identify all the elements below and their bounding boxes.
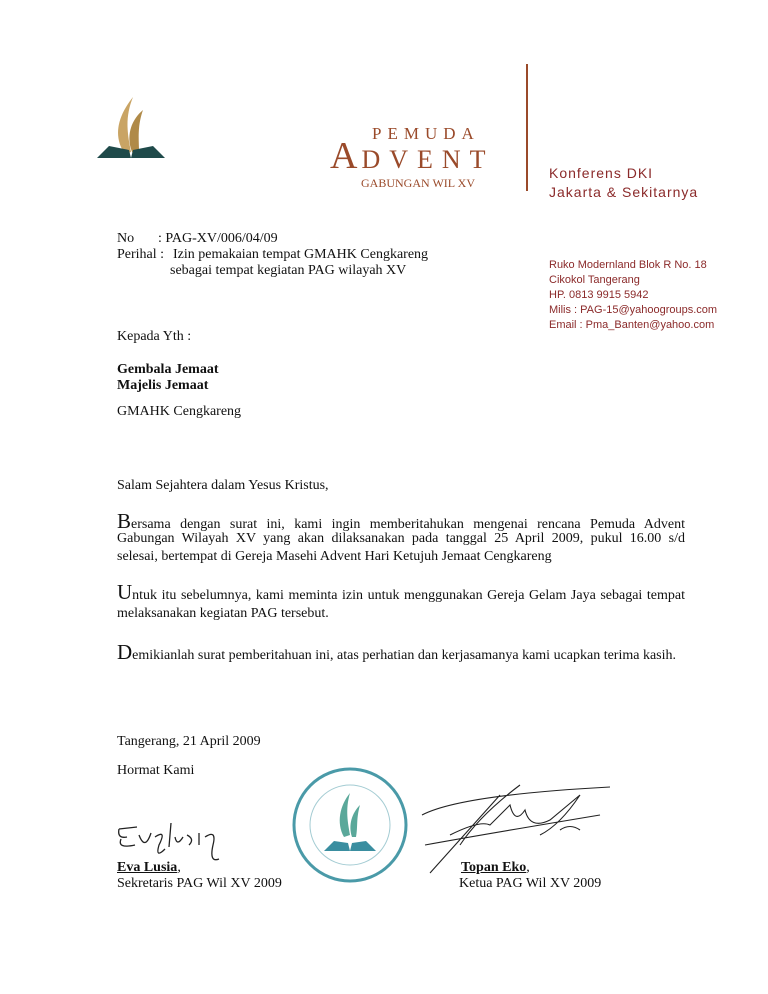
paragraph-1 [117,509,685,565]
org-initial: A [330,135,358,177]
paragraph-line: ersama dengan surat ini, kami ingin memberitahukan mengenai rencana Pemuda Advent [131,517,685,532]
paragraph-line: ntuk itu sebelumnya, kami meminta izin untuk menggunakan Gereja Gelam Jaya sebagai tempat [132,588,685,603]
place-date: Tangerang, 21 April 2009 [117,734,261,749]
comma: , [526,860,530,875]
regards: Hormat Kami [117,763,195,778]
drop-initial: B [117,509,132,533]
signer1 [117,860,181,876]
recipient-line3: GMAHK Cengkareng [117,404,242,419]
no-label: No [117,231,135,246]
no-value: : PAG-XV/006/04/09 [158,231,278,246]
paragraph-line: selesai, bertempat di Gereja Masehi Advent Hari Ketujuh Jemaat Cengkareng [117,549,552,564]
drop-initial: D [117,640,133,664]
church-flame-logo [95,92,167,162]
paragraph-line: emikianlah surat pemberitahuan ini, atas perhatian dan kerjasamanya kami ucapkan terima kasih. [132,648,677,663]
paragraph-2 [117,580,685,622]
org-title-top: PEMUDA [372,124,480,143]
phone: HP. 0813 9915 5942 [549,289,649,301]
signer2 [461,860,530,876]
conference-line1: Konferens DKI [549,165,654,181]
comma: , [177,860,181,875]
address-line: Ruko Modernland Blok R No. 18 [549,259,707,271]
org-subtitle: GABUNGAN WIL XV [361,176,475,190]
salutation: Salam Sejahtera dalam Yesus Kristus, [117,478,329,493]
signature-eva [115,815,235,865]
contact-address [549,258,717,333]
perihal-label: Perihal : [117,247,165,262]
conference-line2: Jakarta & Sekitarnya [549,184,699,200]
address-line: Cikokol Tangerang [549,274,640,286]
mailing-list: Milis : PAG-15@yahoogroups.com [549,304,718,316]
recipient-line1: Gembala Jemaat [117,362,219,377]
drop-initial: U [117,580,133,604]
paragraph-3 [117,640,677,664]
signer1-name: Eva Lusia [117,860,178,875]
signer2-name: Topan Eko [461,860,527,875]
paragraph-line: melaksanakan kegiatan PAG tersebut. [117,606,329,621]
org-rest: DVENT [361,145,495,174]
perihal-line2: sebagai tempat kegiatan PAG wilayah XV [170,263,407,278]
recipient-greeting: Kepada Yth : [117,329,192,344]
signer2-title: Ketua PAG Wil XV 2009 [459,876,602,891]
signer1-title: Sekretaris PAG Wil XV 2009 [117,876,282,891]
header-divider [526,64,528,191]
email: Email : Pma_Banten@yahoo.com [549,319,715,331]
recipient-line2: Majelis Jemaat [117,378,209,393]
paragraph-line: Gabungan Wilayah XV yang akan dilaksanakan pada tanggal 25 April 2009, pukul 16.00 s/d [117,531,685,546]
perihal-line1: Izin pemakaian tempat GMAHK Cengkareng [173,247,429,262]
organization-stamp [290,765,410,885]
